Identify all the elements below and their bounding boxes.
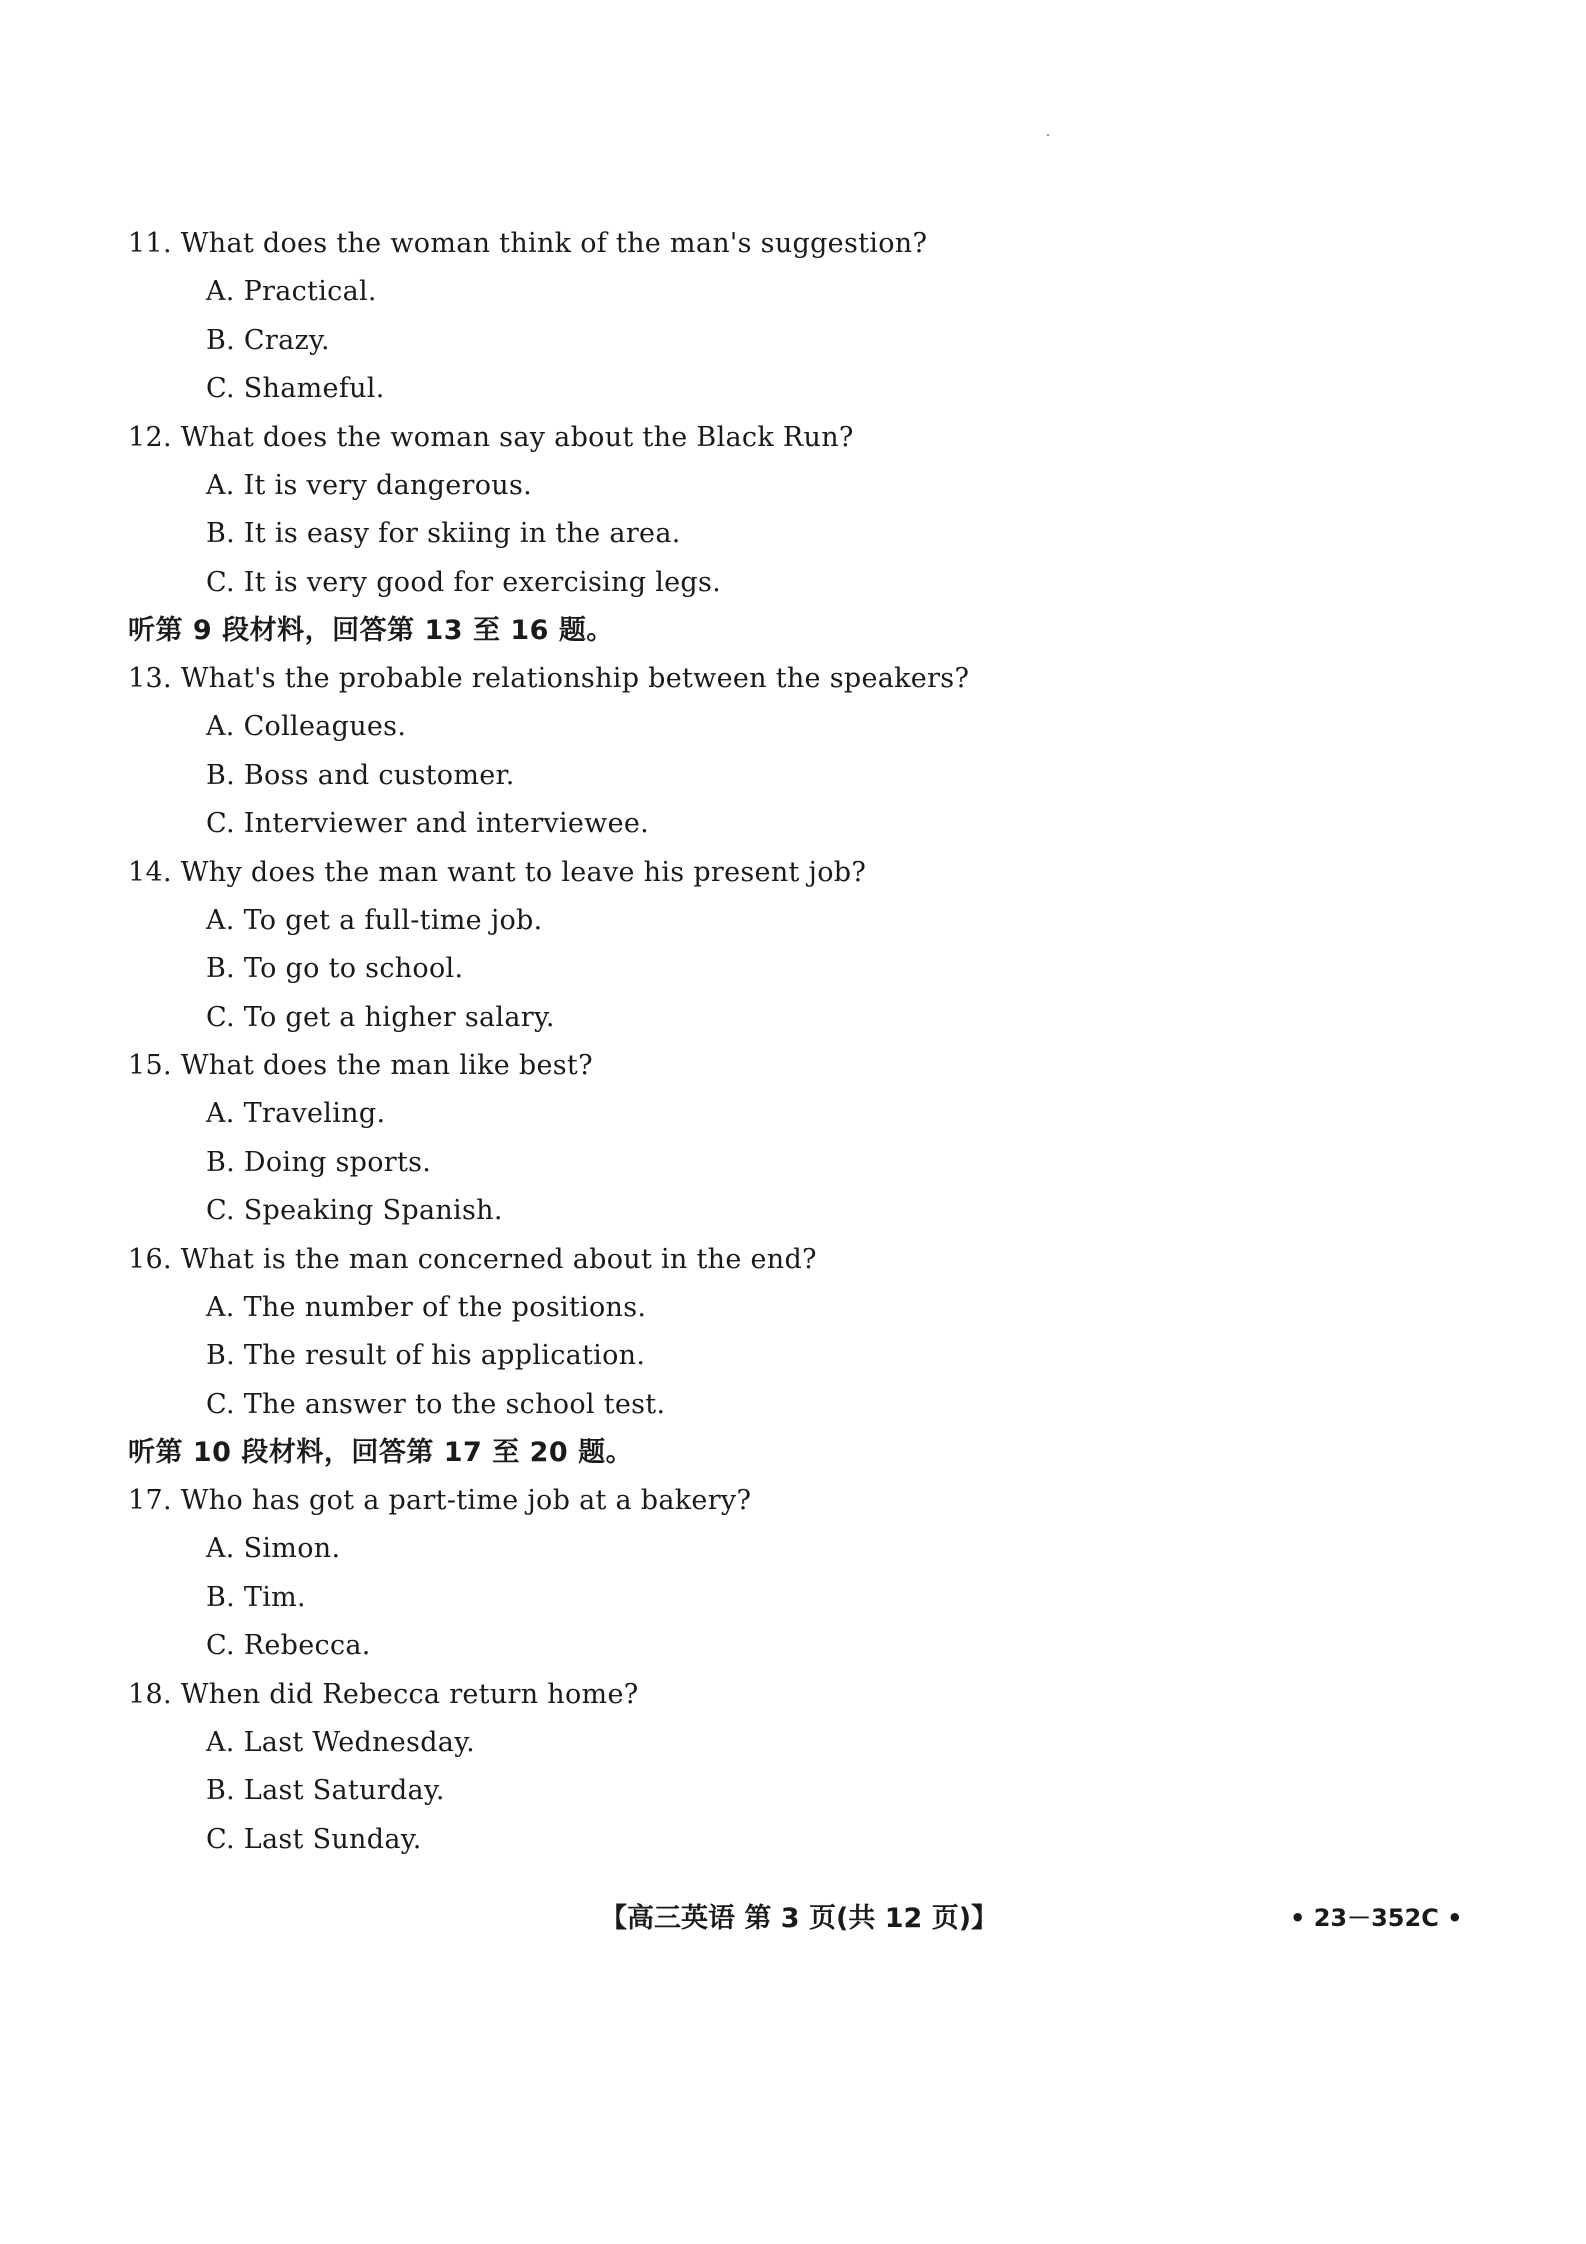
answer-option: C. Shameful. [206,373,385,404]
answer-option: B. Last Saturday. [206,1775,445,1806]
answer-option: B. Crazy. [206,324,330,356]
question-list [128,220,1428,1864]
answer-option: A. Last Wednesday. [206,1726,476,1758]
answer-option: A. The number of the positions. [206,1291,647,1323]
answer-option: C. It is very good for exercising legs. [206,566,722,598]
scan-speck [1047,134,1049,136]
answer-option: A. To get a full-time job. [206,904,543,936]
answer-option: A. Practical. [206,276,377,307]
answer-option: C. To get a higher salary. [206,1001,555,1033]
question-text: 14. Why does the man want to leave his present job? [128,856,867,888]
answer-option: C. The answer to the school test. [206,1388,666,1420]
question-text: 18. When did Rebecca return home? [128,1678,639,1710]
question-text: 16. What is the man concerned about in the end? [128,1243,817,1275]
section-instruction: 听第 9 段材料，回答第 13 至 16 题。 [128,615,614,646]
answer-option: B. Doing sports. [206,1146,432,1178]
answer-option: C. Rebecca. [206,1630,371,1661]
answer-option: A. It is very dangerous. [206,469,533,501]
question-text: 11. What does the woman think of the man's suggestion? [128,228,928,259]
question-text: 12. What does the woman say about the Black Run? [128,421,854,453]
section-instruction: 听第 10 段材料，回答第 17 至 20 题。 [128,1437,634,1468]
answer-option: B. Boss and customer. [206,759,515,791]
answer-option: B. Tim. [206,1581,306,1613]
answer-option: A. Simon. [206,1533,341,1564]
answer-option: A. Traveling. [206,1098,386,1129]
answer-option: C. Last Sunday. [206,1823,422,1855]
page-footer-label: 【高三英语 第 3 页(共 12 页)】 [600,1903,999,1934]
answer-option: B. The result of his application. [206,1340,646,1371]
answer-option: B. To go to school. [206,953,464,984]
question-text: 15. What does the man like best? [128,1050,593,1081]
answer-option: C. Interviewer and interviewee. [206,808,650,839]
question-text: 13. What's the probable relationship between the speakers? [128,663,970,694]
answer-option: A. Colleagues. [206,711,407,742]
exam-code: • 23－352C • [1290,1904,1463,1932]
answer-option: C. Speaking Spanish. [206,1195,503,1226]
answer-option: B. It is easy for skiing in the area. [206,518,681,549]
question-text: 17. Who has got a part-time job at a bakery? [128,1485,752,1516]
